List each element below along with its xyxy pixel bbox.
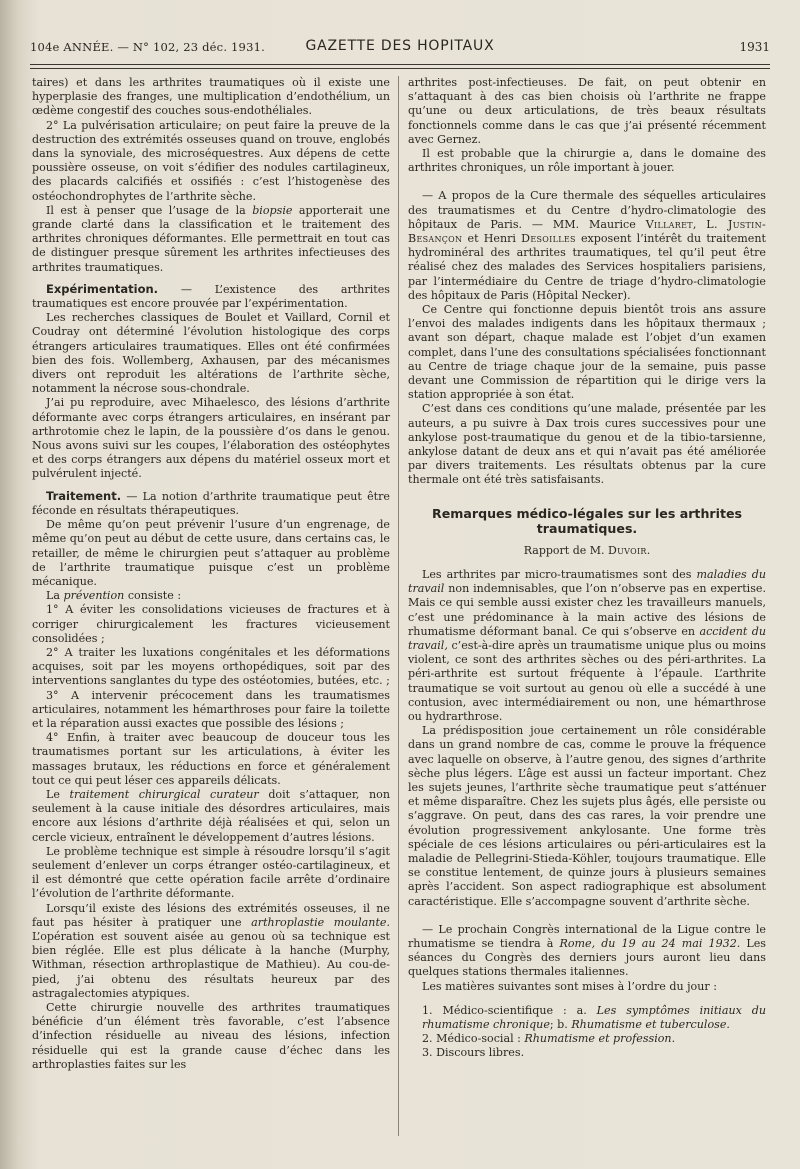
text-run: et Henri	[467, 232, 516, 246]
paragraph	[408, 923, 766, 980]
text-run: apporterait une grande clarté dans la classification et le traitement des arthrites chroniques déformantes. Elle permettrait en tout cas de distinguer presque sûrement les arthrites infectieuses des arthrites traumatiques.	[32, 203, 390, 274]
list-item	[408, 1004, 766, 1032]
section-title: Remarques médico-légales sur les arthrites traumatiques.	[432, 505, 742, 536]
paragraph: C’est dans ces conditions qu’une malade, présentée par les auteurs, a pu suivre à Dax trois cures successives pour une ankylose post-traumatique du genou et de la tibio-tarsienne, ankylose datant de deux ans et qui n’avait pas été améliorée par divers traitements. Les résultats obtenus par la cure thermale ont été très satisfaisants.	[408, 402, 766, 487]
paragraph: Les recherches classiques de Boulet et Vaillard, Cornil et Coudray ont déterminé l’évolution histologique des corps étrangers articulaires traumatiques. Elles ont été confirmées bien des fois. Wollemberg, Axhausen, par des mécanismes divers ont reproduit les altérations de l’arthrite sèche, notamment la nécrose sous-chondrale.	[32, 311, 390, 396]
text-run: Les séances du Congrès des derniers jours auront lieu dans quelques stations thermales italiennes.	[408, 936, 767, 979]
left-column	[32, 76, 390, 1072]
text-run: consiste :	[127, 589, 182, 603]
header-rule-double	[30, 68, 770, 69]
text-run: Le	[46, 787, 60, 801]
agenda-list	[408, 1004, 766, 1061]
paragraph: La prédisposition joue certainement un rôle considérable dans un grand nombre de cas, comme le prouve la fréquence avec laquelle on observe, à l’autre genou, des signes d’arthrite sèche plus légers. L’âge est aussi un facteur important. Chez les sujets jeunes, l’arthrite sèche traumatique peut s’atténuer et même disparaître. Chez les sujets plus âgés, elle persiste ou s’aggrave. On peut, dans des cas rares, la voir prendre une évolution progressivement ankylosante. Une forme très spéciale de ces lésions articulaires ou péri-articulaires est la maladie de Pellegrini-Stieda-Köhler, toujours traumatique. Elle se constitue lentement, de quinze jours à plusieurs semaines après l’accident. Son aspect radiographique est absolument caractéristique. Elle s’accompagne souvent d’arthrite sèche.	[408, 724, 766, 908]
text-run: La	[46, 589, 60, 603]
paragraph	[408, 568, 766, 724]
author-name: Desoilles	[521, 232, 576, 246]
text-run: Lorsqu’il existe des lésions des extrémités osseuses, il ne faut pas hésiter à pratiquer une	[32, 901, 390, 929]
text-italic: Les symptômes initiaux du rhumatisme chronique	[422, 1003, 767, 1031]
text-run: Les arthrites par micro-traumatismes sont des	[422, 567, 692, 581]
list-item: 4° Enfin, à traiter avec beaucoup de douceur tous les traumatismes portant sur les articulations, à éviter les massages brutaux, les réductions en force et généralement tout ce qui peut léser ces appareils délicats.	[32, 731, 390, 787]
text-italic: maladies du travail	[408, 567, 766, 596]
text-run: L’opération est souvent aisée au genou où sa technique est bien réglée. Elle est plus délicate à la hanche (Murphy, Withman, résection arthroplastique de Mathieu). Au cou-de-pied, j’ai obtenu des résultats heureux par des astragalectomies atypiques.	[32, 929, 390, 1000]
paragraph: Cette chirurgie nouvelle des arthrites traumatiques bénéficie d’un élément très favorable, c’est l’absence d’infection résiduelle au niveau des lésions, infection résiduelle qui est la grande cause d’échec dans les arthroplasties faites sur les	[32, 1001, 390, 1071]
paragraph	[32, 788, 390, 845]
list-item: 2° A traiter les luxations congénitales et les déformations acquises, soit par les moyens orthopédiques, soit par des interventions sanglantes du type des ostéotomies, butées, etc. ;	[32, 645, 390, 688]
byline: Rapport de M. Duvoir.	[523, 543, 651, 557]
page-number: 1931	[739, 40, 770, 54]
paragraph	[32, 204, 390, 275]
paragraph: 2° La pulvérisation articulaire; on peut faire la preuve de la destruction des extrémités osseuses quand on trouve, englobés dans la synoviale, des microséquestres. Aux dépens de cette poussière osseuse, on voit s’édifier des nodules cartilagineux, des placards calcifiés et ossifiés : c’est l’histogenèse des ostéochondrophytes de l’arthrite sèche.	[32, 118, 390, 203]
paragraph: Ce Centre qui fonctionne depuis bientôt trois ans assure l’envoi des malades indigents dans les hôpitaux thermaux ; avant son départ, chaque malade est l’objet d’un examen complet, dans l’une des consultations spécialisées fonctionnant au Centre de triage chaque jour de la semaine, puis passe devant une Commission de répartition qui le dirige vers la station appropriée à son état.	[408, 303, 766, 402]
text-run: c’est-à-dire après un traumatisme unique plus ou moins violent, ce sont des arthrites sèches ou des péri-arthrites. La péri-arthrite est surtout fréquente à l’épaule. L’arthrite traumatique se voit surtout au genou où elle a succédé à une contusion, avec intermédiairement ou non, une hémarthrose ou hydrarthrose.	[408, 638, 766, 723]
text-run: Il est à penser que l’usage de la	[46, 203, 246, 217]
list-item: 3. Discours libres.	[422, 1046, 525, 1060]
right-column	[408, 76, 766, 1061]
author-name: L. Justin-Besançon	[408, 217, 766, 246]
text-run: — A propos de la Cure thermale des séquelles articulaires des traumatismes et du Centre d’hydro-climatologie des hôpitaux de Paris. — MM. Maurice	[408, 189, 766, 231]
header-rule	[30, 64, 770, 65]
paragraph: Il est probable que la chirurgie a, dans le domaine des arthrites chroniques, un rôle important à jouer.	[408, 147, 766, 175]
paragraph: — A propos de la Cure thermale des séquelles articulaires des traumatismes et du Centre d’hydro-climatologie des hôpitaux de Paris. — MM. Maurice Villaret, L. Justin-Besançon et Henri Desoilles exposent l’intérêt du traitement hydrominéral des arthrites traumatiques, tel qu’il peut être réalisé chez des malades des Services hospitaliers parisiens, par l’intermédiaire du Centre de triage d’hydro-climatologie des hôpitaux de Paris (Hôpital Necker).	[408, 189, 766, 302]
paragraph	[32, 489, 390, 518]
text-italic: accident du travail,	[408, 624, 766, 652]
paragraph: taires) et dans les arthrites traumatiques où il existe une hyperplasie des franges, une multiplication d’endothélium, un œdème congestif des couches sous-endothéliales.	[32, 76, 390, 118]
paragraph	[32, 589, 390, 603]
text-run: exposent l’intérêt du traitement hydrominéral des arthrites traumatiques, tel qu’il peut être réalisé chez des malades des Services hospitaliers parisiens, par l’intermédiaire du Centre de triage d’hydro-climatologie des hôpitaux de Paris (Hôpital Necker).	[408, 232, 766, 302]
text-run: Rapport de M.	[523, 543, 605, 557]
text-italic: prévention	[63, 589, 125, 603]
column-divider	[398, 76, 399, 1136]
paragraph: Le problème technique est simple à résoudre lorsqu’il s’agit seulement d’enlever un corps étranger ostéo-cartilagineux, et il est démontré que cette opération facile arrête d’ordinaire l’évolution de l’arthrite déformante.	[32, 844, 390, 901]
list-item: 3° A intervenir précocement dans les traumatismes articulaires, notamment les hémarthroses pour faire la toilette et la réparation aussi exactes que possible des lésions ;	[32, 688, 390, 730]
section-heading: Expérimentation.	[46, 281, 159, 296]
page-header	[30, 36, 770, 58]
author-name: Duvoir	[608, 543, 647, 557]
text-run: — Le prochain Congrès international de la Ligue contre le rhumatisme se tiendra à	[408, 922, 766, 950]
text-italic: Rhumatisme et profession.	[524, 1032, 676, 1046]
text-run: ; b.	[549, 1017, 568, 1031]
text-run: doit s’attaquer, non seulement à la cause initiale des désordres articulaires, mais encore aux lésions d’arthrite déjà réalisées et qui, selon un cercle vicieux, entraînent le développement d’autres lésions.	[32, 787, 390, 844]
issue-info: 104e ANNÉE. — N° 102, 23 déc. 1931.	[30, 40, 265, 54]
text-italic: arthroplastie moulante.	[251, 915, 390, 929]
text-italic: Rome, du 19 au 24 mai 1932.	[559, 936, 741, 950]
list-item: 1° A éviter les consolidations vicieuses de fractures et à corriger chirurgicalement les fractures vicieusement consolidées ;	[32, 603, 390, 645]
list-item	[408, 1032, 766, 1046]
text-italic: traitement chirurgical curateur	[69, 787, 259, 801]
text-run: — La notion d’arthrite traumatique peut être féconde en résultats thérapeutiques.	[32, 489, 390, 517]
paragraph: Les matières suivantes sont mises à l’ordre du jour :	[422, 979, 717, 993]
text-italic: Rhumatisme et tuberculose.	[571, 1017, 730, 1031]
text-italic: biopsie	[252, 203, 293, 217]
text-run: 1. Médico-scientifique : a.	[422, 1003, 587, 1017]
section-heading: Traitement.	[46, 488, 122, 503]
author-name: Villaret	[645, 217, 693, 231]
paragraph	[32, 282, 390, 311]
paragraph: J’ai pu reproduire, avec Mihaelesco, des lésions d’arthrite déformante avec corps étrangers articulaires, en insérant par arthrotomie chez le lapin, de la poussière d’os dans le genou. Nous avons suivi sur les coupes, l’élaboration des ostéophytes et des corps étrangers aux dépens du matériel osseux mort et pulvérulent injecté.	[32, 396, 390, 481]
text-run: 2. Médico-social :	[422, 1032, 521, 1046]
paragraph: arthrites post-infectieuses. De fait, on peut obtenir en s’attaquant à des cas bien choisis où l’arthrite ne frappe qu’une ou deux articulations, de très beaux résultats fonctionnels comme dans le cas que j’ai présenté récemment avec Gernez.	[408, 76, 766, 146]
paragraph: De même qu’on peut prévenir l’usure d’un engrenage, de même qu’on peut au début de cette usure, dans certains cas, le retailler, de même le chirurgien peut s’attaquer au problème de l’arthrite traumatique puisque c’est un problème mécanique.	[32, 518, 390, 588]
text-run: — L’existence des arthrites traumatiques est encore prouvée par l’expérimentation.	[32, 282, 390, 311]
text-run: non indemnisables, que l’on n’observe pas en expertise. Mais ce qui semble aussi exister chez les travailleurs manuels, c’est une prédominance à la main active des lésions de rhumatisme déformant banal. Ce qui s’observe en	[408, 582, 766, 638]
paragraph	[32, 902, 390, 1001]
journal-title: GAZETTE DES HOPITAUX	[305, 38, 495, 54]
